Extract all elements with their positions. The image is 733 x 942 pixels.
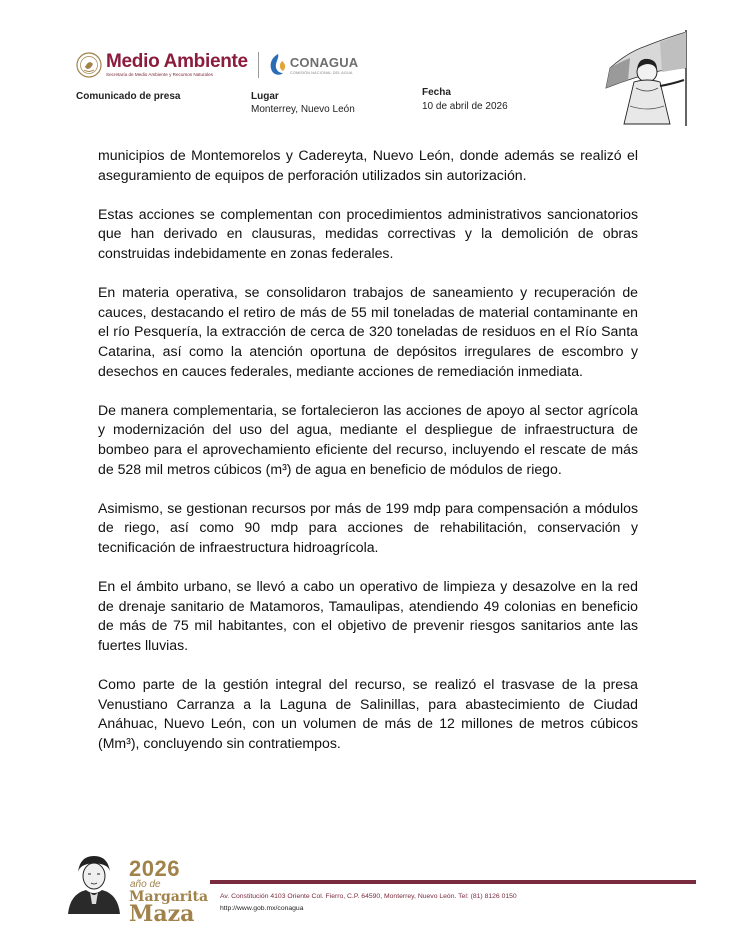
place-label: Lugar	[251, 91, 279, 102]
ministry-logo-subtitle: Secretaría de Medio Ambiente y Recursos Naturales	[106, 72, 213, 78]
press-release-body	[98, 146, 638, 773]
emblem-prefix: año de	[130, 879, 161, 890]
emblem-name-first: Margarita	[129, 889, 209, 905]
year-emblem	[129, 858, 208, 925]
conagua-logo-subtitle: COMISIÓN NACIONAL DEL AGUA	[289, 69, 353, 75]
footer-divider	[210, 880, 696, 884]
paragraph: En el ámbito urbano, se llevó a cabo un operativo de limpieza y desazolve en la red de drenaje sanitario de Matamoros, Tamaulipas, atendiendo 49 colonias en beneficio de más de 75 mil habitantes, con el objetivo de prevenir riesgos sanitarios ante las fuertes lluvias.	[98, 578, 638, 653]
ministry-logo-text	[106, 52, 248, 78]
flag-heroine-illustration	[600, 28, 696, 128]
paragraph: En materia operativa, se consolidaron trabajos de saneamiento y recuperación de cauces, destacando el retiro de más de 55 mil toneladas de material contaminante en el río Pesquería, la extracción de cerca de 320 toneladas de residuos en el Río Santa Catarina, así como la atención oportuna de depósitos irregulares de escombro y desechos en cauces federales, mediante acciones de remediación inmediata.	[98, 284, 638, 379]
emblem-year: 2026	[129, 856, 180, 881]
paragraph: municipios de Montemorelos y Cadereyta, Nuevo León, donde además se realizó el aseguramiento de equipos de perforación utilizados sin autorización.	[98, 147, 638, 183]
conagua-logo-text	[290, 56, 359, 75]
emblem-name-last: Maza	[129, 901, 195, 927]
footer-address: Av. Constitución 4103 Oriente Col. Fierro, C.P. 64590, Monterrey, Nuevo León. Tel: (81) 8126 0150	[220, 893, 517, 900]
ministry-logo-title: Medio Ambiente	[106, 51, 248, 73]
paragraph: Estas acciones se complementan con procedimientos administrativos sancionatorios que han derivado en clausuras, medidas correctivas y la demolición de obras construidas indebidamente en zonas federales.	[98, 205, 638, 261]
national-seal-icon	[76, 52, 102, 78]
paragraph: Como parte de la gestión integral del recurso, se realizó el trasvase de la presa Venustiano Carranza a la Laguna de Salinillas, para abastecimiento de Ciudad Anáhuac, Nuevo León, con un volumen de más de 12 millones de metros cúbicos (Mm³), concluyendo sin contratiempos.	[98, 676, 638, 751]
logo-divider	[258, 52, 259, 78]
footer-url-link[interactable]: http://www.gob.mx/conagua	[220, 905, 304, 912]
margarita-maza-portrait	[62, 852, 126, 914]
paragraph: Asimismo, se gestionan recursos por más de 199 mdp para compensación a módulos de riego, así como 90 mdp para acciones de rehabilitación, conservación y tecnificación de infraestructura hidroagrícola.	[98, 499, 638, 555]
paragraph: De manera complementaria, se fortalecieron las acciones de apoyo al sector agrícola y modernización del uso del agua, mediante el despliegue de infraestructura de bombeo para el aprovechamiento eficiente del recurso, incluyendo el rescate de más de 528 mil metros cúbicos (m³) de agua en beneficio de módulos de riego.	[98, 401, 638, 477]
date-value: 10 de abril de 2026	[422, 101, 508, 112]
date-label: Fecha	[422, 87, 451, 98]
conagua-logo-title: CONAGUA	[289, 54, 359, 70]
place-value: Monterrey, Nuevo León	[251, 104, 355, 115]
conagua-logo-icon	[267, 53, 287, 77]
header-logos	[76, 52, 358, 78]
document-type: Comunicado de presa	[76, 91, 181, 102]
